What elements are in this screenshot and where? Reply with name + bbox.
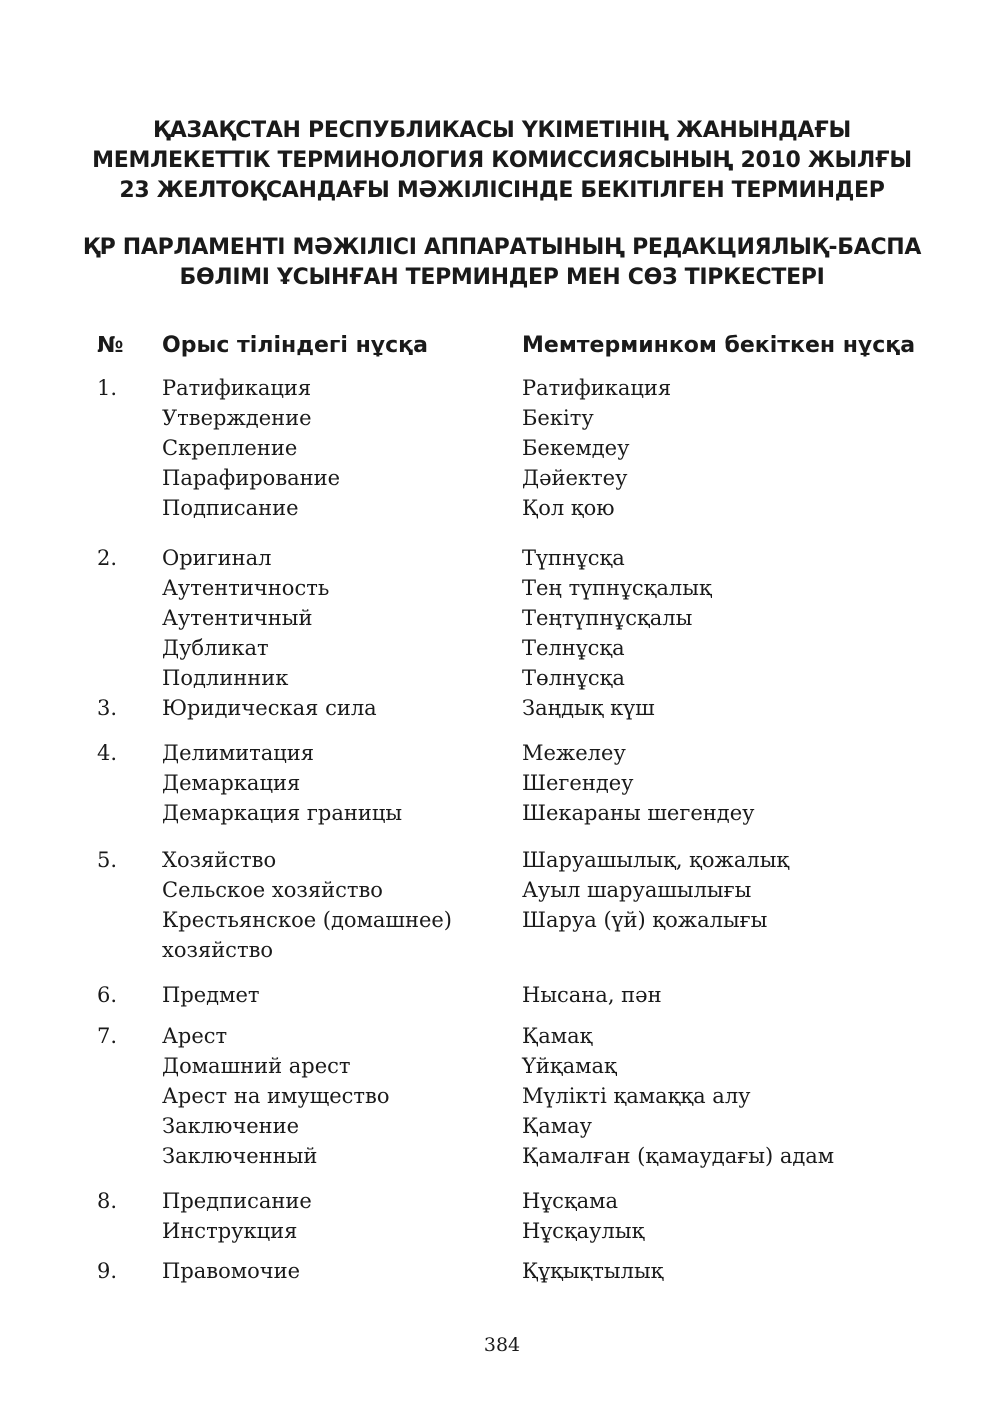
kazakh-terms — [522, 1256, 663, 1286]
kazakh-term: Мүлікті қамаққа алу — [522, 1084, 751, 1108]
russian-term: Юридическая сила — [162, 696, 377, 720]
entry-number: 7. — [97, 1024, 118, 1048]
heading-line: ҚР ПАРЛАМЕНТІ МӘЖІЛІСІ АППАРАТЫНЫҢ РЕДАКЦИЯЛЫҚ-БАСПА — [82, 235, 922, 260]
russian-term: Ратификация — [162, 376, 312, 400]
kazakh-terms — [522, 543, 712, 693]
russian-term: Утверждение — [162, 406, 312, 430]
entry-number: 6. — [97, 983, 118, 1007]
russian-terms — [162, 543, 329, 693]
entry-number: 9. — [97, 1259, 118, 1283]
kazakh-term: Қамау — [522, 1114, 592, 1138]
kazakh-term: Нұсқама — [522, 1189, 619, 1213]
header-russian: Орыс тіліндегі нұсқа — [162, 333, 428, 358]
kazakh-terms — [522, 693, 655, 723]
kazakh-term: Бекемдеу — [522, 436, 630, 460]
entry-number: 1. — [97, 376, 118, 400]
heading-line: ҚАЗАҚСТАН РЕСПУБЛИКАСЫ ҮКІМЕТІНІҢ ЖАНЫНДАҒЫ — [153, 118, 851, 143]
kazakh-term: Дәйектеу — [522, 466, 628, 490]
russian-term: хозяйство — [162, 938, 274, 962]
russian-term: Делимитация — [162, 741, 315, 765]
russian-term: Демаркация границы — [162, 801, 403, 825]
russian-terms — [162, 1256, 300, 1286]
kazakh-term: Қамақ — [522, 1024, 593, 1048]
russian-term: Домашний арест — [162, 1054, 351, 1078]
russian-term: Аутентичность — [162, 576, 330, 600]
russian-term: Крестьянское (домашнее) — [162, 908, 453, 932]
russian-terms — [162, 980, 260, 1010]
russian-terms — [162, 693, 377, 723]
russian-term: Заключенный — [162, 1144, 318, 1168]
header-num: № — [97, 333, 124, 358]
russian-terms — [162, 738, 402, 828]
kazakh-term: Межелеу — [522, 741, 626, 765]
kazakh-term: Шаруа (үй) қожалығы — [522, 908, 768, 932]
russian-term: Аутентичный — [162, 606, 313, 630]
heading-line: БӨЛІМІ ҰСЫНҒАН ТЕРМИНДЕР МЕН СӨЗ ТІРКЕСТЕРІ — [179, 265, 825, 290]
russian-term: Подлинник — [162, 666, 289, 690]
russian-terms — [162, 373, 340, 523]
kazakh-term: Құқықтылық — [522, 1259, 664, 1283]
kazakh-term: Бекіту — [522, 406, 594, 430]
russian-term: Инструкция — [162, 1219, 298, 1243]
kazakh-term: Телнұсқа — [522, 636, 625, 660]
kazakh-term: Түпнұсқа — [522, 546, 625, 570]
kazakh-term: Тең түпнұсқалық — [522, 576, 712, 600]
russian-term: Хозяйство — [162, 848, 277, 872]
russian-term: Заключение — [162, 1114, 300, 1138]
heading-line: МЕМЛЕКЕТТІК ТЕРМИНОЛОГИЯ КОМИССИЯСЫНЫҢ 2010 ЖЫЛҒЫ — [92, 148, 912, 173]
russian-terms — [162, 1186, 312, 1246]
russian-term: Подписание — [162, 496, 299, 520]
entry-number: 8. — [97, 1189, 118, 1213]
kazakh-term: Ауыл шаруашылығы — [522, 878, 752, 902]
main-heading — [60, 116, 944, 206]
kazakh-terms — [522, 1186, 644, 1246]
entry-number: 3. — [97, 696, 118, 720]
kazakh-terms — [522, 373, 671, 523]
russian-term: Правомочие — [162, 1259, 301, 1283]
kazakh-term: Төлнұсқа — [522, 666, 625, 690]
kazakh-term: Заңдық күш — [522, 696, 655, 720]
header-kazakh: Мемтерминком бекіткен нұсқа — [522, 333, 916, 358]
heading-line: 23 ЖЕЛТОҚСАНДАҒЫ МӘЖІЛІСІНДЕ БЕКІТІЛГЕН ТЕРМИНДЕР — [119, 178, 885, 203]
russian-term: Предписание — [162, 1189, 312, 1213]
russian-term: Предмет — [162, 983, 260, 1007]
russian-term: Демаркация — [162, 771, 301, 795]
page-number: 384 — [483, 1334, 521, 1356]
kazakh-term: Теңтүпнұсқалы — [522, 606, 693, 630]
kazakh-terms — [522, 980, 662, 1010]
kazakh-term: Қамалған (қамаудағы) адам — [522, 1144, 835, 1168]
russian-term: Арест — [162, 1024, 228, 1048]
russian-term: Арест на имущество — [162, 1084, 390, 1108]
kazakh-terms — [522, 1021, 834, 1171]
kazakh-term: Шекараны шегендеу — [522, 801, 755, 825]
kazakh-term: Шегендеу — [522, 771, 634, 795]
russian-term: Оригинал — [162, 546, 272, 570]
russian-term: Парафирование — [162, 466, 341, 490]
kazakh-terms — [522, 845, 789, 935]
kazakh-term: Ратификация — [522, 376, 672, 400]
entry-number: 2. — [97, 546, 118, 570]
russian-term: Дубликат — [162, 636, 269, 660]
kazakh-term: Үйқамақ — [522, 1054, 617, 1078]
entry-number: 4. — [97, 741, 118, 765]
russian-terms — [162, 845, 452, 965]
kazakh-term: Қол қою — [522, 496, 615, 520]
kazakh-term: Нұсқаулық — [522, 1219, 645, 1243]
russian-terms — [162, 1021, 390, 1171]
entry-number: 5. — [97, 848, 118, 872]
kazakh-terms — [522, 738, 754, 828]
russian-term: Скрепление — [162, 436, 298, 460]
kazakh-term: Нысана, пән — [522, 983, 662, 1007]
kazakh-term: Шаруашылық, қожалық — [522, 848, 790, 872]
russian-term: Сельское хозяйство — [162, 878, 383, 902]
sub-heading — [60, 233, 944, 293]
